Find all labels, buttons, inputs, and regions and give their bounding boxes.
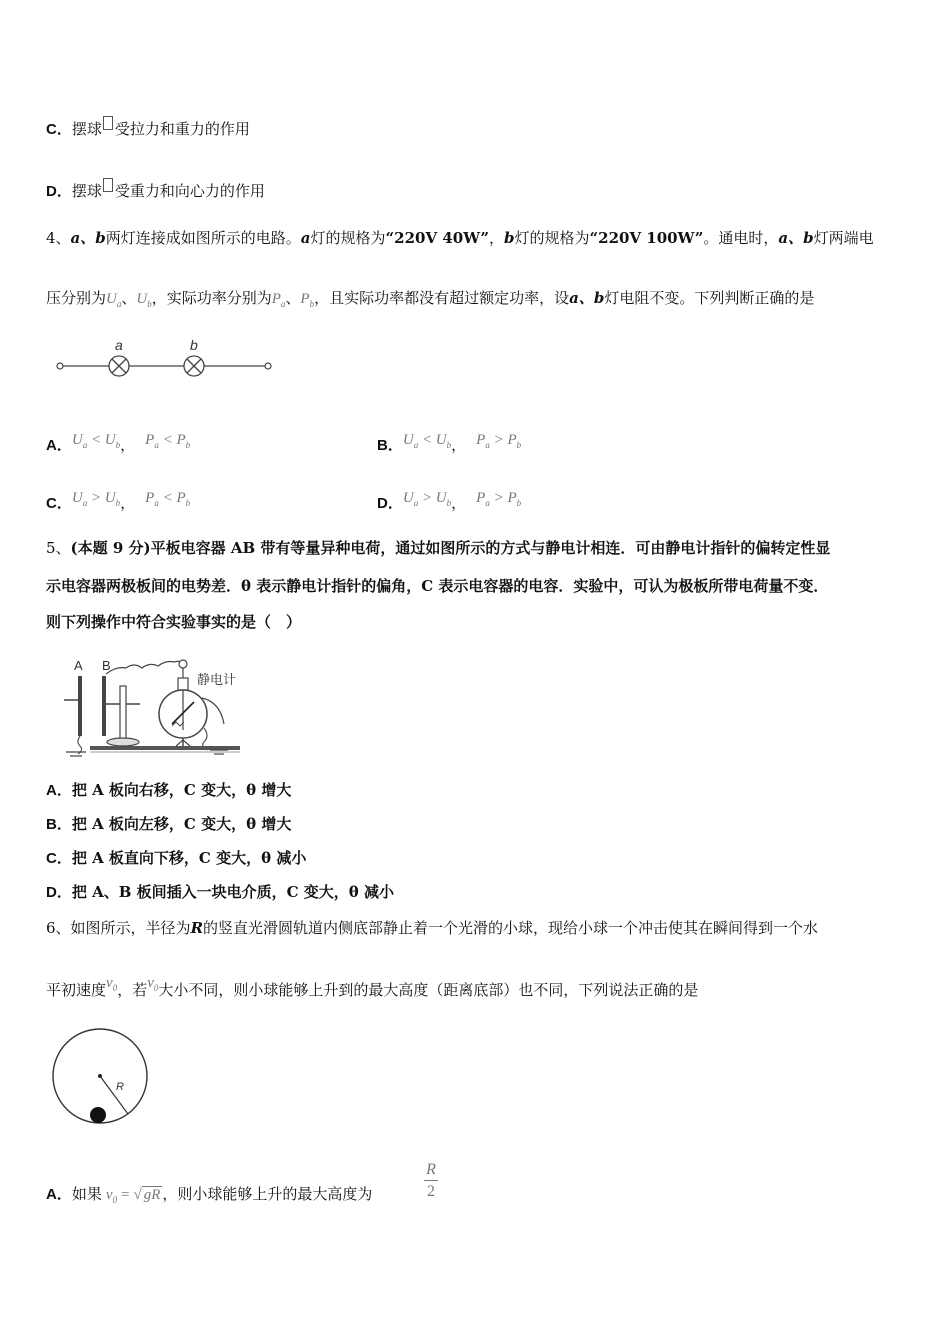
option-text-post: 受拉力和重力的作用 [114, 120, 250, 138]
terminal-left [57, 363, 63, 369]
q5-stem-line3 [46, 612, 301, 632]
option-label: C． [46, 850, 72, 867]
var-a: a [300, 229, 311, 247]
terminal-right [265, 363, 271, 369]
option-text: 把 A 板向左移，C 变大，θ 增大 [71, 815, 292, 833]
label-plate-b: B [102, 658, 111, 673]
q6-stem-line1 [46, 918, 818, 938]
spec-b: “220V 100W” [589, 229, 704, 247]
option-p-relation: $P_a < P_b$ [145, 490, 191, 508]
q5-stem-line1 [46, 538, 830, 558]
lamp-b-icon [184, 356, 204, 376]
text: ，且实际功率都没有超过额定功率，设 [314, 289, 570, 307]
q4-stem-line2 [46, 288, 814, 314]
missing-glyph-icon [103, 116, 113, 130]
text: 灯电阻不变。下列判断正确的是 [604, 289, 815, 307]
ball-icon [90, 1107, 106, 1123]
option-label: A． [46, 1186, 72, 1203]
symbol-ua: $U_a$ [106, 291, 122, 309]
text: 、 [285, 289, 301, 307]
option-label: B． [46, 816, 72, 833]
var-ab: a、b [569, 289, 605, 307]
option-label: A． [46, 437, 72, 454]
var-ab: a、b [778, 229, 814, 247]
option-label: C． [46, 121, 72, 138]
option-text: 把 A、B 板间插入一块电介质，C 变大，θ 减小 [71, 883, 394, 901]
lamp-a-label: a [115, 337, 123, 353]
connecting-wire [106, 661, 184, 674]
spec-a: “220V 40W” [385, 229, 489, 247]
text: ，实际功率分别为 [151, 289, 272, 307]
q6-circle-track-figure [48, 1028, 156, 1128]
symbol-ub: $U_b$ [136, 291, 152, 309]
text: ， [451, 494, 467, 512]
missing-glyph-icon [103, 178, 113, 192]
plate-b [102, 676, 106, 736]
radius-label: R [116, 1081, 124, 1093]
question-number: 6、 [46, 919, 71, 937]
equals-sign: = [121, 1187, 130, 1203]
text: 灯的规格为 [514, 229, 590, 247]
q4-option-a [46, 428, 191, 454]
option-text-post: 受重力和向心力的作用 [114, 182, 265, 200]
option-label: D． [46, 183, 72, 200]
text: 如果 [71, 1185, 102, 1203]
label-electrometer: 静电计 [197, 672, 237, 687]
option-label: D． [46, 884, 72, 901]
q4-stem-line1 [46, 228, 874, 248]
text: ， [488, 229, 504, 247]
text: 则下列操作中符合实验事实的是（ ） [46, 613, 302, 631]
text: 压分别为 [46, 289, 107, 307]
q4-option-b [377, 428, 522, 454]
lamp-b-label: b [190, 337, 198, 353]
option-p-relation: $P_a > P_b$ [476, 490, 522, 508]
text: ， [120, 436, 136, 454]
text: 大小不同，则小球能够上升到的最大高度（距离底部）也不同，下列说法正确的是 [158, 981, 699, 999]
text: 。通电时， [703, 229, 779, 247]
option-label: D． [377, 495, 403, 512]
option-label: C． [46, 495, 72, 512]
symbol-v0: $v_0$ [147, 975, 159, 993]
text: 示电容器两极板间的电势差．θ 表示静电计指针的偏角，C 表示电容器的电容．实验中，可认为极板所带电荷量不变． [46, 577, 829, 595]
text: 、 [121, 289, 137, 307]
q5-electrometer-figure [52, 652, 252, 760]
option-text: 把 A 板直向下移，C 变大，θ 减小 [71, 849, 307, 867]
q3-option-d [46, 178, 265, 202]
plate-a [78, 676, 82, 736]
option-label: A． [46, 782, 72, 799]
option-u-relation: $U_a < U_b$ [402, 432, 452, 450]
option-text-pre: 摆球 [71, 120, 102, 138]
option-u-relation: $U_a < U_b$ [71, 432, 121, 450]
text: ，则小球能够上升的最大高度为 [162, 1185, 373, 1203]
sqrt-expression: √ gR [133, 1187, 161, 1203]
option-u-relation: $U_a > U_b$ [71, 490, 121, 508]
text: 两灯连接成如图所示的电路。 [105, 229, 301, 247]
question-number: 4、 [46, 229, 71, 247]
fraction-r-over-2: R 2 [424, 1160, 438, 1203]
text: 灯两端电 [813, 229, 874, 247]
text: ，若 [117, 981, 148, 999]
q5-option-d [46, 882, 394, 903]
question-number: 5、 [46, 539, 71, 557]
symbol-pa: $P_a$ [271, 291, 286, 309]
q6-option-a [46, 1160, 436, 1212]
q3-option-c [46, 116, 250, 140]
option-text-pre: 摆球 [71, 182, 102, 200]
option-p-relation: $P_a > P_b$ [476, 432, 522, 450]
text: 的竖直光滑圆轨道内侧底部静止着一个光滑的小球，现给小球一个冲击使其在瞬间得到一个水 [203, 919, 819, 937]
q5-option-a [46, 780, 291, 801]
text: (本题 9 分)平板电容器 AB 带有等量异种电荷，通过如图所示的方式与静电计相连．可由静电计指针的偏转定性显 [70, 539, 831, 557]
var-r: R [190, 919, 204, 937]
label-plate-a: A [74, 658, 83, 673]
q4-option-c [46, 486, 191, 512]
q5-option-c [46, 848, 306, 869]
option-u-relation: $U_a > U_b$ [402, 490, 452, 508]
symbol-v0: $v_0$ [106, 975, 118, 993]
q4-circuit-figure [54, 334, 278, 384]
option-text: 把 A 板向右移，C 变大，θ 增大 [71, 781, 292, 799]
q5-option-b [46, 814, 291, 835]
q4-option-d [377, 486, 522, 512]
text: 如图所示，半径为 [70, 919, 191, 937]
option-label: B． [377, 437, 403, 454]
lamp-a-icon [109, 356, 129, 376]
symbol-pb: $P_b$ [300, 291, 315, 309]
var-b: b [503, 229, 515, 247]
text: ， [120, 494, 136, 512]
option-p-relation: $P_a < P_b$ [145, 432, 191, 450]
var-ab: a、b [70, 229, 106, 247]
text: 灯的规格为 [310, 229, 386, 247]
text: 平初速度 [46, 981, 107, 999]
symbol-v0: $v_0$ [105, 1187, 118, 1205]
q5-stem-line2 [46, 576, 828, 596]
text: ， [451, 436, 467, 454]
q6-stem-line2 [46, 975, 699, 1006]
